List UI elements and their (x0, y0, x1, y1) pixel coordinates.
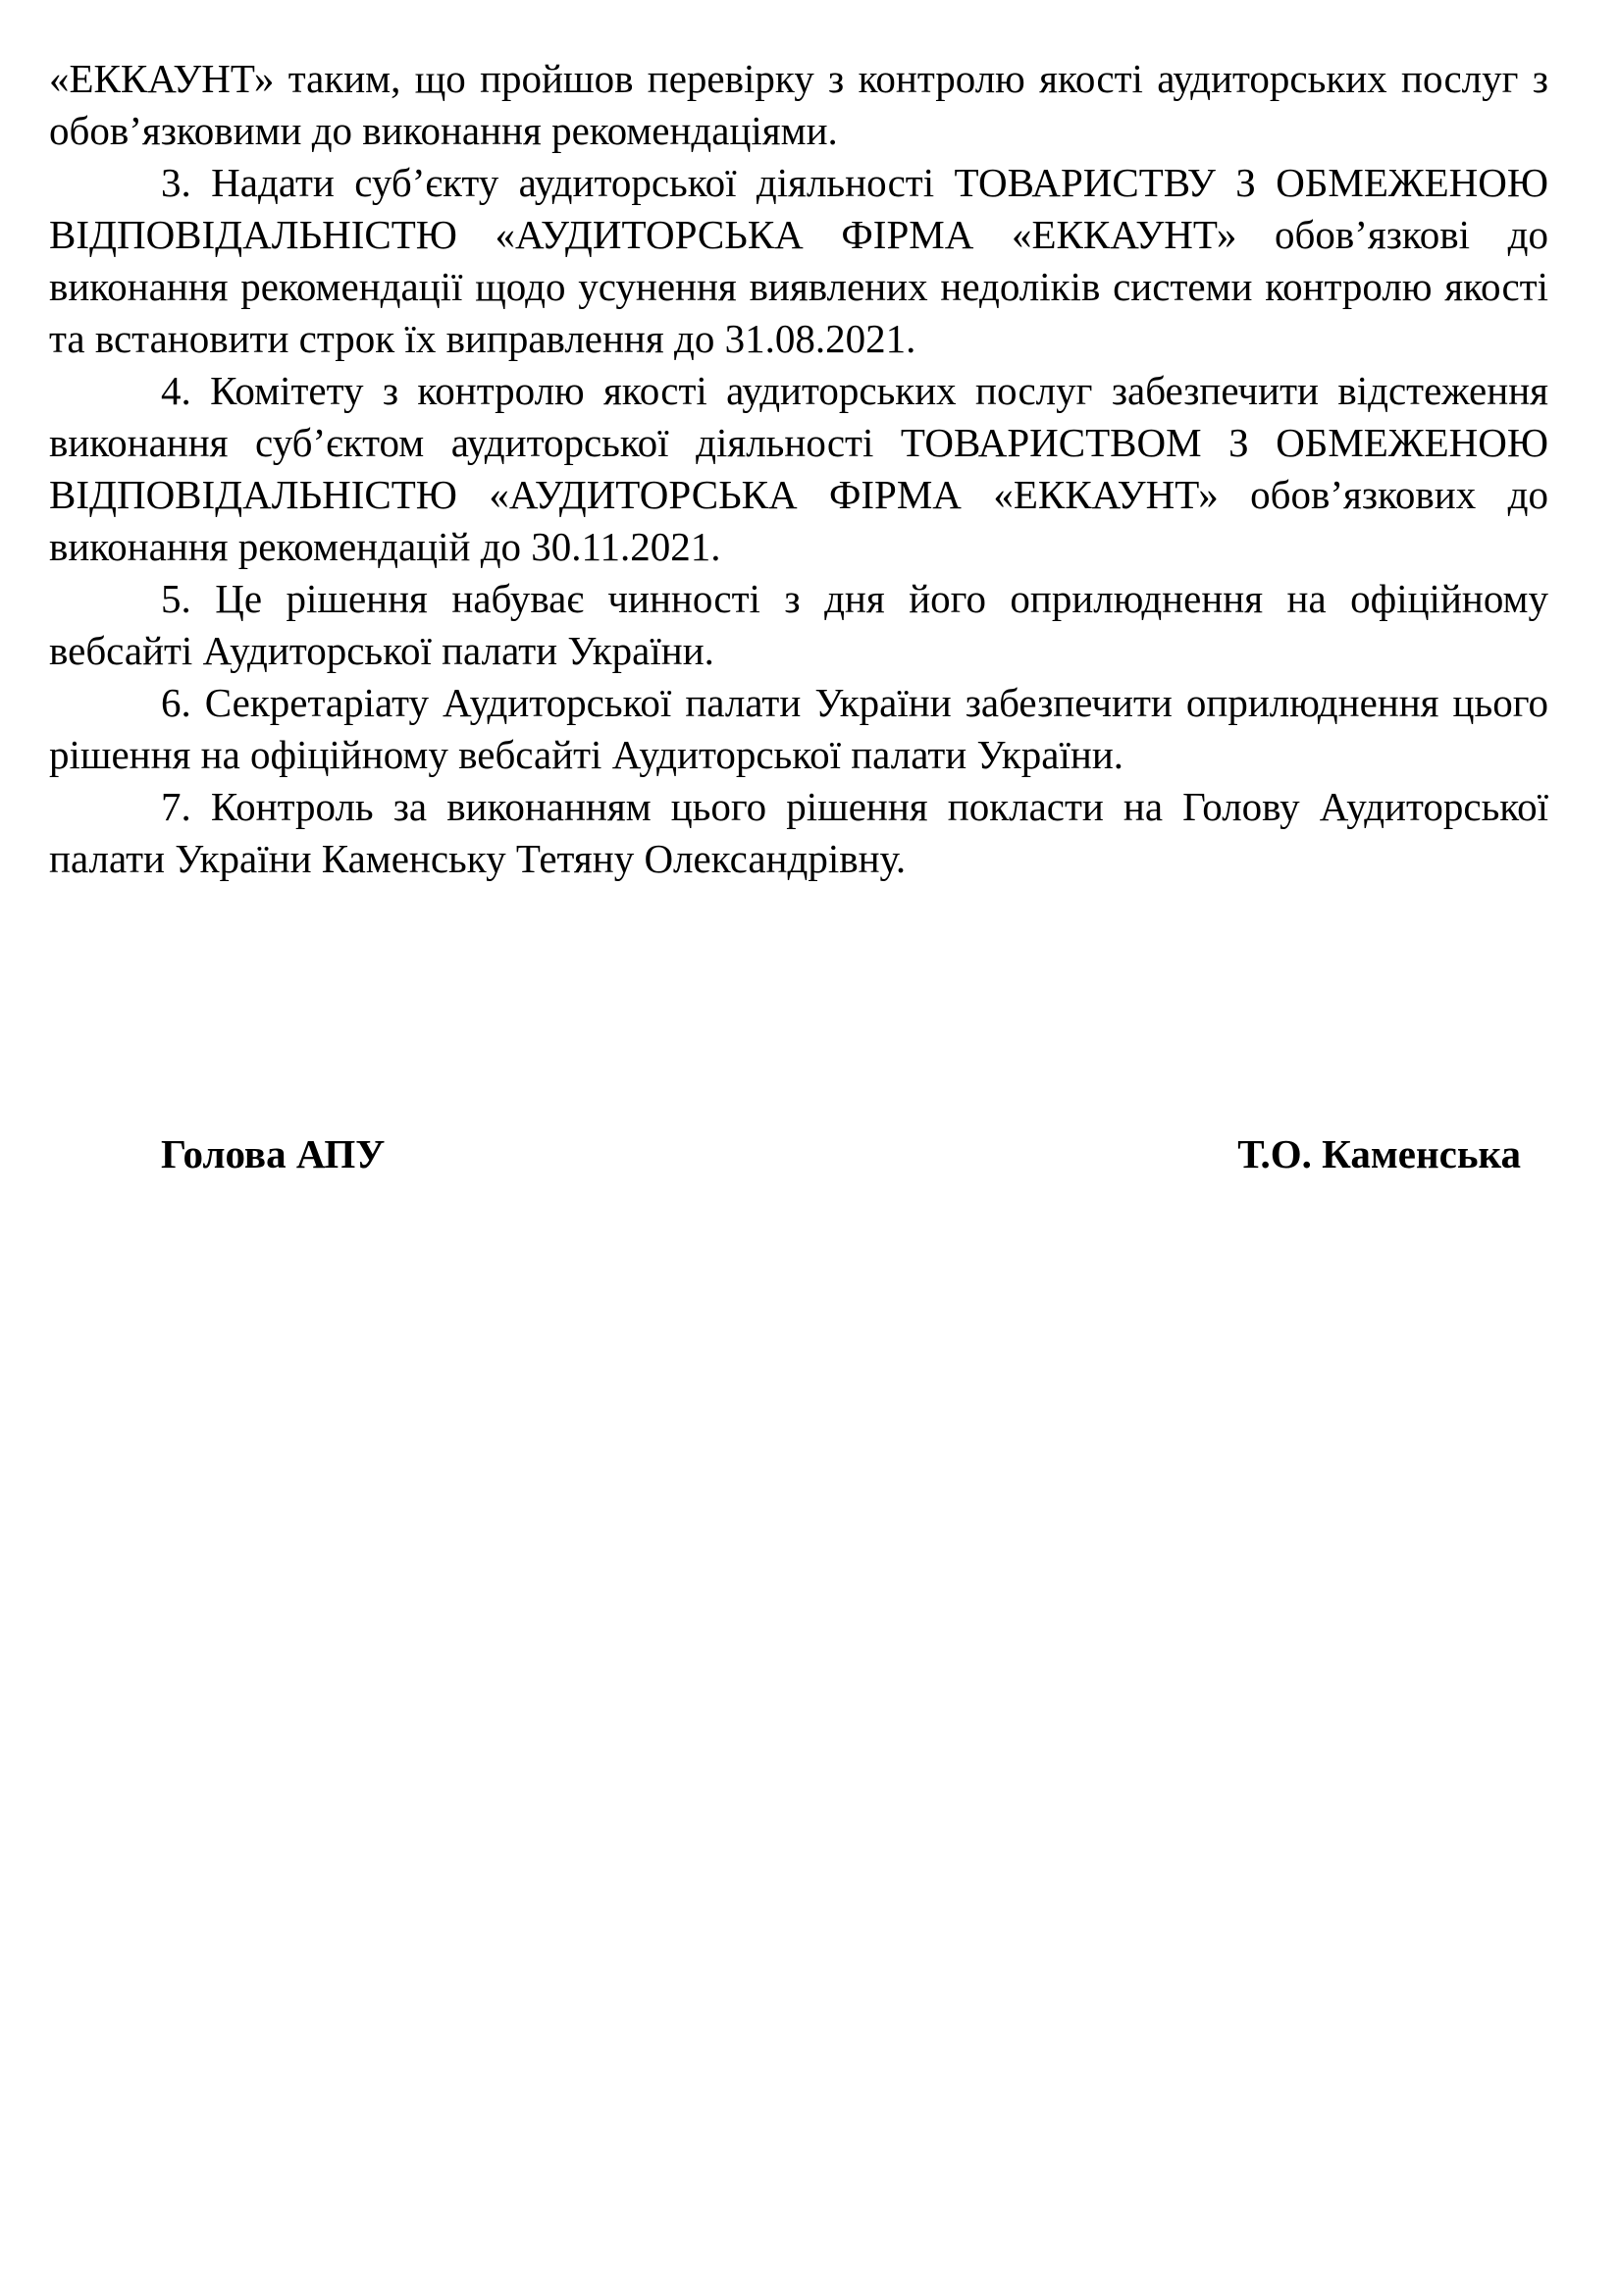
paragraph-item-7: 7. Контроль за виконанням цього рішення покласти на Голову Аудиторської палати України Каменську Тетяну Олександрівну. (49, 784, 1548, 881)
decision-body (49, 53, 1548, 885)
paragraph-item-6: 6. Секретаріату Аудиторської палати України забезпечити оприлюднення цього рішення на офіційному вебсайті Аудиторської палати України. (49, 680, 1548, 777)
paragraph-item-3: 3. Надати суб’єкту аудиторської діяльності ТОВАРИСТВУ З ОБМЕЖЕНОЮ ВІДПОВІДАЛЬНІСТЮ «АУДИТОРСЬКА ФІРМА «ЕККАУНТ» обов’язкові до виконання рекомендації щодо усунення виявлених недоліків системи контролю якості та встановити строк їх виправлення до 31.08.2021. (49, 160, 1548, 361)
paragraph-item-4: 4. Комітету з контролю якості аудиторських послуг забезпечити відстеження виконання суб’єктом аудиторської діяльності ТОВАРИСТВОМ З ОБМЕЖЕНОЮ ВІДПОВІДАЛЬНІСТЮ «АУДИТОРСЬКА ФІРМА «ЕККАУНТ» обов’язкових до виконання рекомендацій до 30.11.2021. (49, 368, 1548, 569)
signatory-name: Т.О. Каменська (1237, 1131, 1521, 1176)
paragraph-item-5: 5. Це рішення набуває чинності з дня його оприлюднення на офіційному вебсайті Аудиторської палати України. (49, 576, 1548, 673)
signatory-title: Голова АПУ (161, 1131, 386, 1176)
paragraph-continuation: «ЕККАУНТ» таким, що пройшов перевірку з контролю якості аудиторських послуг з обов’язковими до виконання рекомендаціями. (49, 56, 1548, 153)
